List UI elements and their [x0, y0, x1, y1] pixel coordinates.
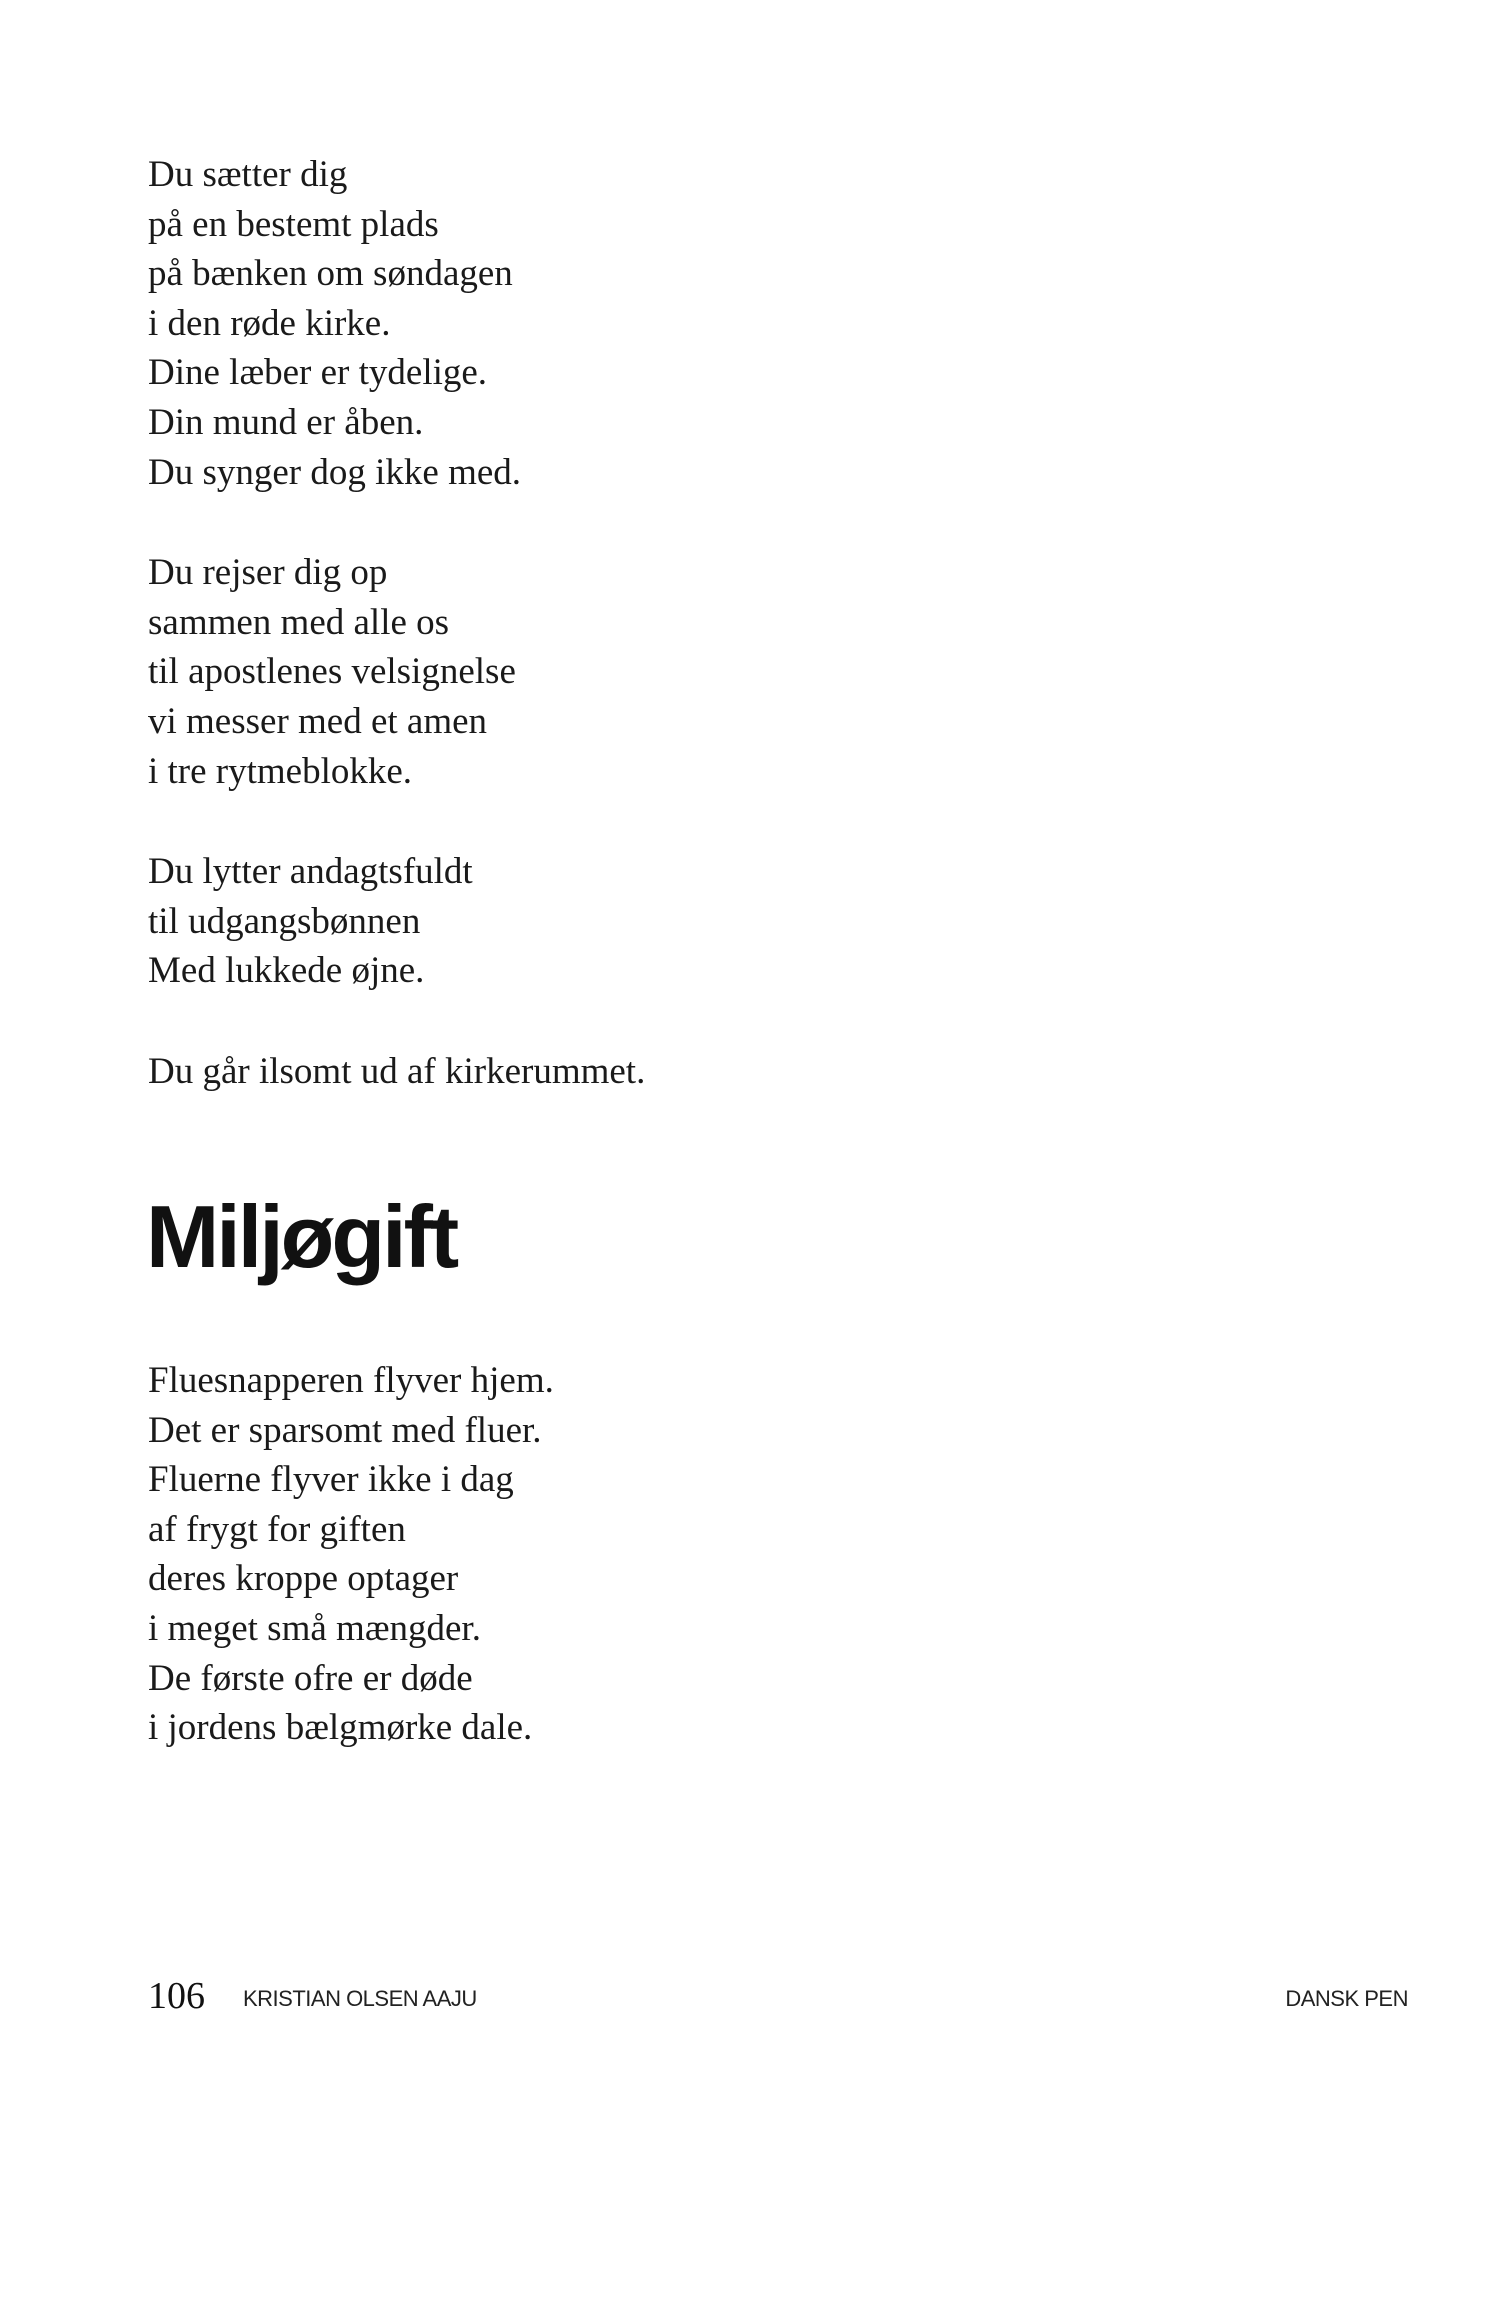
poem-line: af frygt for giften: [148, 1508, 406, 1550]
stanza-2: [148, 548, 1248, 796]
poem-line: sammen med alle os: [148, 601, 450, 643]
poem-line: i jordens bælgmørke dale.: [148, 1707, 533, 1749]
poem-line: til udgangsbønnen: [148, 900, 421, 942]
publication-name: DANSK PEN: [1285, 1986, 1408, 2011]
author-name: KRISTIAN OLSEN AAJU: [243, 1986, 477, 2011]
poem-line: på en bestemt plads: [148, 203, 439, 245]
stanza-4: [148, 1047, 1248, 1097]
poem-line: til apostlenes velsignelse: [148, 651, 516, 693]
poem-line: Du går ilsomt ud af kirkerummet.: [148, 1050, 646, 1092]
poem-line: Du sætter dig: [148, 154, 348, 195]
poem-line: Med lukkede øjne.: [148, 950, 425, 992]
poem-line: på bænken om søndagen: [148, 253, 513, 295]
poem-line: deres kroppe optager: [148, 1558, 459, 1600]
poem-title: Miljøgift: [146, 1187, 457, 1286]
poem-line: i tre rytmeblokke.: [148, 750, 413, 792]
page-number: 106: [148, 1975, 205, 2017]
poem-miljogift: [148, 1356, 1248, 1753]
poem-line: Fluesnapperen flyver hjem.: [148, 1360, 554, 1401]
poem-line: i den røde kirke.: [148, 302, 391, 344]
poem-line: Fluerne flyver ikke i dag: [148, 1459, 514, 1501]
poem-line: Dine læber er tydelige.: [148, 352, 488, 394]
stanza-3: [148, 847, 1248, 996]
poem-line: i meget små mængder.: [148, 1607, 481, 1649]
poem-untitled: [148, 150, 1248, 1097]
poem-line: Du rejser dig op: [148, 552, 388, 594]
stanza-1: [148, 150, 1248, 497]
page-footer: [148, 1970, 1408, 2020]
stanza-1: [148, 1356, 1248, 1753]
poem-line: Din mund er åben.: [148, 401, 424, 443]
poem-line: Det er sparsomt med fluer.: [148, 1409, 542, 1451]
poem-line: Du synger dog ikke med.: [148, 451, 522, 493]
poem-line: vi messer med et amen: [148, 700, 488, 742]
poem-line: Du lytter andagtsfuldt: [148, 851, 473, 893]
poem-line: De første ofre er døde: [148, 1657, 473, 1699]
